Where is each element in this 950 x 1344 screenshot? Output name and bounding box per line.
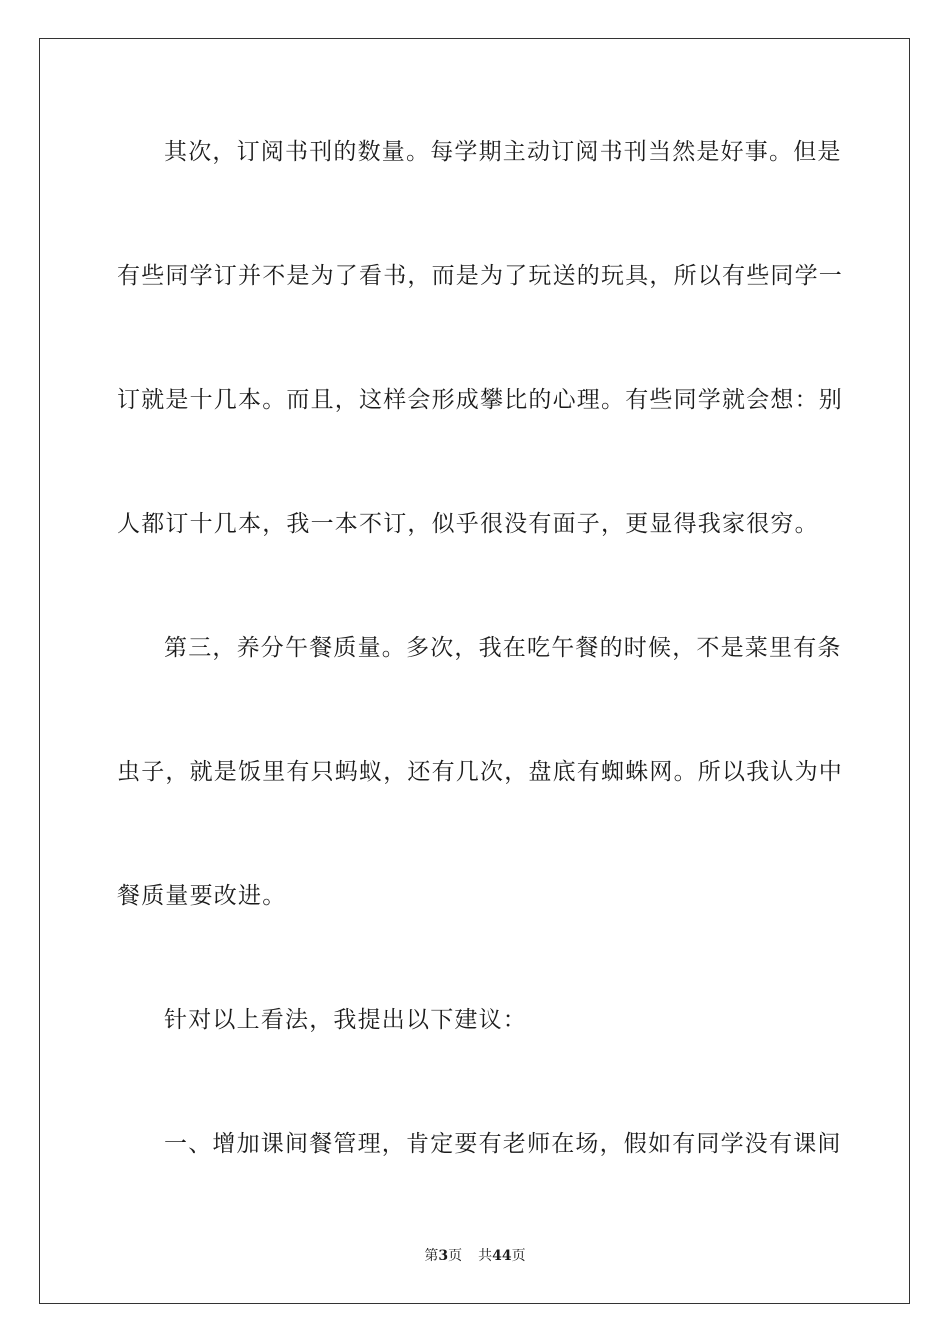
page-number: 3 [438, 1248, 449, 1264]
page-prefix: 第 [424, 1248, 439, 1264]
paragraph-line-4: 人都订十几本，我一本不订，似乎很没有面子，更显得我家很穷。 [117, 511, 819, 537]
total-prefix: 共 [478, 1248, 493, 1264]
paragraph-line-6: 虫子，就是饭里有只蚂蚁，还有几次，盘底有蜘蛛网。所以我认为中 [117, 759, 843, 785]
total-suffix: 页 [511, 1248, 526, 1264]
paragraph-line-2: 有些同学订并不是为了看书，而是为了玩送的玩具，所以有些同学一 [117, 263, 843, 289]
page-footer [0, 1246, 950, 1266]
paragraph-line-7: 餐质量要改进。 [117, 883, 287, 909]
page-frame [39, 38, 910, 1304]
paragraph-line-3: 订就是十几本。而且，这样会形成攀比的心理。有些同学就会想：别 [117, 387, 843, 413]
paragraph-line-1: 其次，订阅书刊的数量。每学期主动订阅书刊当然是好事。但是 [164, 139, 842, 165]
paragraph-line-9: 一、增加课间餐管理，肯定要有老师在场，假如有同学没有课间 [164, 1131, 842, 1157]
page-suffix: 页 [448, 1248, 463, 1264]
total-pages: 44 [492, 1248, 512, 1264]
paragraph-line-8: 针对以上看法，我提出以下建议： [164, 1007, 527, 1033]
paragraph-line-5: 第三，养分午餐质量。多次，我在吃午餐的时候，不是菜里有条 [164, 635, 842, 661]
